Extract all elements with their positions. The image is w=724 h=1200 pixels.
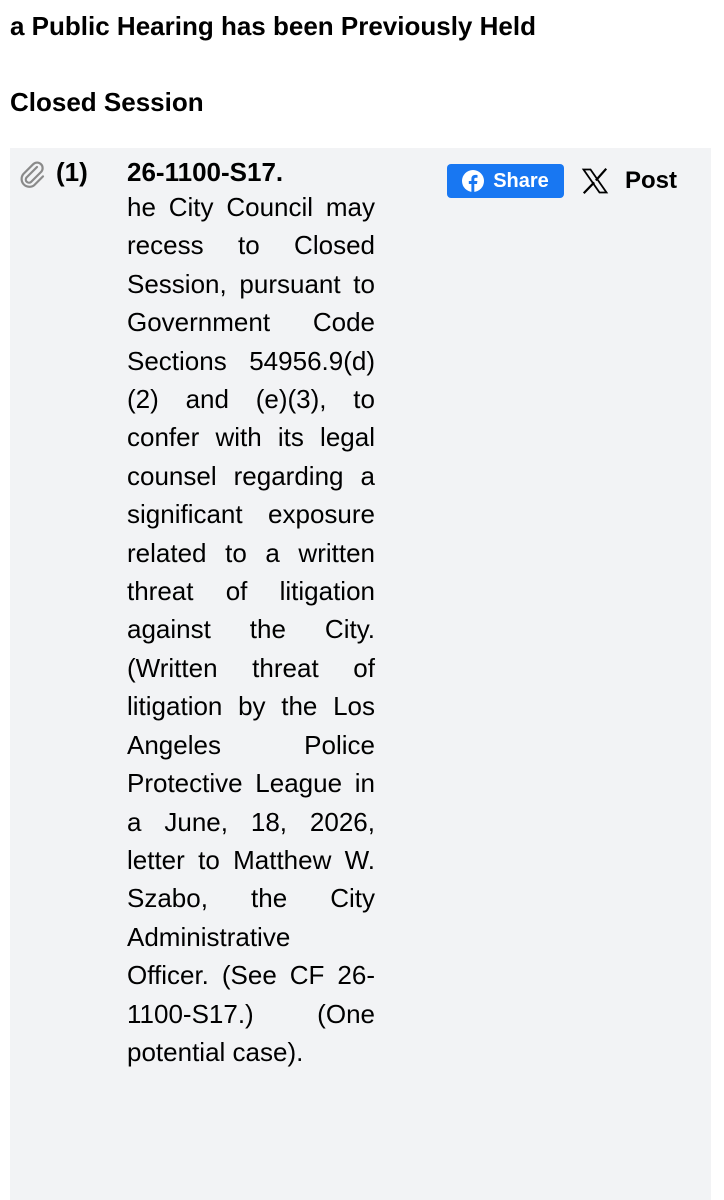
item-body bbox=[127, 158, 375, 1071]
x-post-button[interactable] bbox=[581, 164, 677, 198]
facebook-share-button[interactable] bbox=[447, 164, 564, 198]
facebook-icon bbox=[462, 170, 484, 192]
section-heading: Closed Session bbox=[10, 87, 204, 117]
agenda-item-row bbox=[10, 148, 711, 1200]
page-heading: a Public Hearing has been Previously Held bbox=[10, 11, 536, 41]
item-number: (1) bbox=[56, 157, 88, 187]
x-post-label: Post bbox=[625, 167, 678, 194]
item-file-id-link[interactable]: 26-1100-S17. bbox=[127, 157, 284, 187]
item-description: he City Council may recess to Closed Session, pursuant to Government Code Sections 54956.9(d)(2) and (e)(3), to confer with its legal counsel regarding a significant exposure related to a written threat of litigation against the City. (Written threat of litigation by the Los Angeles Police Protective League in a June, 18, 2026, letter to Matthew W. Szabo, the City Administrative Officer. (See CF 26-1100-S17.) (One potential case). bbox=[127, 192, 375, 1067]
x-logo-icon bbox=[581, 167, 609, 195]
paperclip-icon[interactable] bbox=[16, 158, 48, 190]
facebook-share-label: Share bbox=[493, 170, 549, 192]
